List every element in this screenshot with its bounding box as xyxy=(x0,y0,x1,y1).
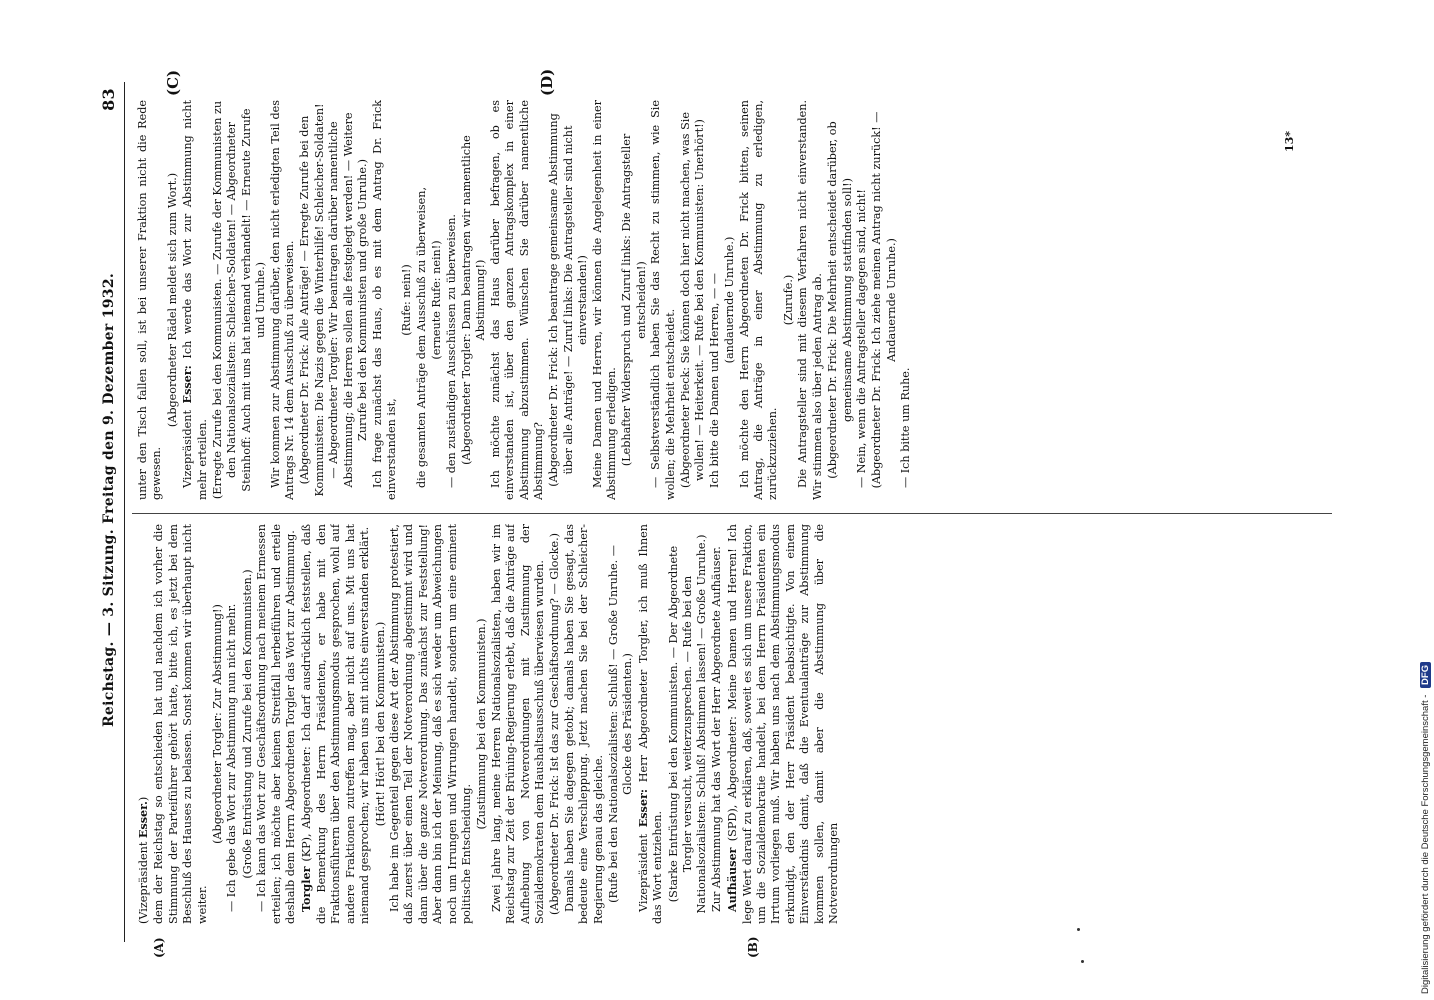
paragraph: — Nein, wenn die Antragsteller dagegen sind, nicht! xyxy=(854,189,868,488)
interjection: (erneute Rufe: nein!) xyxy=(430,240,444,360)
interjection: (Starke Entrüstung bei den Kommunisten. — Der Abgeordnete Torgler versucht, weiterzusprechen. — Rufe bei den Nationalsozialisten: Schluß! Abstimmen lassen! — Große Unruhe.) xyxy=(666,534,709,914)
interjection: (Erregte Zurufe bei den Kommunisten. — Zurufe der Kommunisten zu den Nationalsozialisten: Schleicher-Soldaten! — Abgeordneter Steinhoff: Auch mit uns hat niemand verhandelt! — Erneute Zurufe und Unruhe.) xyxy=(211,100,268,500)
interjection: (Rufe bei den Nationalsozialisten: Schluß! — Große Unruhe. — Glocke des Präsidenten.) xyxy=(607,545,635,903)
paragraph: Torgler (KP), Abgeordneter: Ich darf ausdrücklich feststellen, daß die Bemerkung des Herrn Präsidenten, er habe mit den Fraktionsführern über den Abstimmungsmodus gesprochen, wohl auf andere Fraktionen zutreffen mag, aber nicht auf uns. Mit uns hat niemand gesprochen; wir haben uns mit nichts einverstanden erklärt. xyxy=(299,524,372,924)
interjection: (Rufe: nein!) xyxy=(400,264,414,336)
paragraph: Ich möchte zunächst das Haus darüber befragen, ob es einverstanden ist, über den ganzen Antragskomplex in einer Abstimmung abzustimmen. Wünschen Sie darüber namentliche Abstimmung? xyxy=(488,100,545,500)
interjection: (Abgeordneter Dr. Frick: Ich beantrage gemeinsame Abstimmung über alle Anträge! — Zuruf links: Die Antragsteller sind nicht einverstanden!) xyxy=(547,113,590,487)
dfg-logo: DFG xyxy=(1420,662,1431,688)
paragraph: Zwei Jahre lang, meine Herren Nationalsozialisten, haben wir im Reichstag zur Zeit der Brüning-Regierung erlebt, daß die Anträge auf Aufhebung von Notverordnungen mit Zustimmung der Sozialdemokraten dem Haushaltsausschuß überwiesen wurden. xyxy=(489,524,546,924)
scan-speck xyxy=(1081,960,1084,963)
left-column xyxy=(136,524,1331,924)
paragraph: Ich bitte die Damen und Herren, — — xyxy=(707,273,721,488)
right-column xyxy=(136,100,1331,500)
interjection: (Abgeordneter Pieck: Sie können doch hier nicht machen, was Sie wollen! — Heiterkeit. — Rufe bei den Kommunisten: Unerhört!) xyxy=(679,112,707,488)
paragraph: Damals haben Sie dagegen getobt; damals haben Sie gesagt, das bedeute eine Verschleppung. Jetzt machen Sie bei der Schleicher-Regierung genau das gleiche. xyxy=(562,524,605,924)
interjection: (Hört! Hört! bei den Kommunisten.) xyxy=(373,621,387,827)
digitization-note: Digitalisierung gefördert durch die Deutsche Forschungsgemeinschaft - xyxy=(1420,694,1431,994)
paragraph: Aufhäuser (SPD), Abgeordneter: Meine Damen und Herren! Ich lege Wert darauf zu erklären, daß, soweit es sich um unsere Fraktion, um die Sozialdemokratie handelt, bei dem Herrn Präsidenten ein Irrtum vorliegen muß. Wir haben uns nach dem Abstimmungsmodus erkundigt, den der Herr Präsident beabsichtigte. Von einem Einverständnis damit, daß die Eventualanträge zur Abstimmung kommen sollen, damit aber die Abstimmung über die Notverordnungen xyxy=(725,524,841,924)
margin-letter-a: (A) xyxy=(152,937,166,958)
paragraph: die gesamten Anträge dem Ausschuß zu überweisen, xyxy=(414,186,428,488)
interjection: (andauernde Unruhe.) xyxy=(723,236,737,364)
paragraph: Vizepräsident Esser: Herr Abgeordneter Torgler, ich muß Ihnen das Wort entziehen. xyxy=(635,524,665,924)
interjection: (Große Entrüstung und Zurufe bei den Kommunisten.) xyxy=(240,569,254,879)
paragraph: (Vizepräsident Esser.) xyxy=(136,796,150,924)
column-divider xyxy=(132,513,1332,514)
paragraph: — Selbstverständlich haben Sie das Recht zu stimmen, wie Sie wollen; die Mehrheit entscheidet. xyxy=(649,100,677,500)
rotated-page-content xyxy=(98,68,1343,958)
paragraph: Ich möchte den Herrn Abgeordneten Dr. Frick bitten, seinen Antrag, die Anträge in einer Abstimmung zu erledigen, zurückzuziehen. xyxy=(737,100,780,500)
running-head: Reichstag. — 3. Sitzung. Freitag den 9. Dezember 1932. xyxy=(101,272,117,727)
page-number: 83 xyxy=(99,88,118,111)
paragraph: Die Antragsteller sind mit diesem Verfahren nicht einverstanden. Wir stimmen also über jeden Antrag ab. xyxy=(796,100,824,500)
paragraph: Ich habe im Gegenteil gegen diese Art der Abstimmung protestiert, daß zuerst über einen Teil der Notverordnung abgestimmt wird und dann über die ganze Notverordnung. Das zunächst zur Feststellung! Aber dann bin ich der Meinung, daß es sich weder um Abweichungen noch um Irrungen und Wirrungen handelt, sondern um eine eminent politische Entscheidung. xyxy=(387,524,473,924)
margin-letter-c: (C) xyxy=(164,69,182,96)
margin-letter-b: (B) xyxy=(746,936,760,958)
paragraph: dem der Reichstag so entschieden hat und nachdem ich vorher die Stimmung der Parteiführer gehört hatte, bitte ich, es jetzt bei dem Beschluß des Hauses zu belassen. Sonst kommen wir überhaupt nicht weiter. xyxy=(152,524,209,924)
interjection: (Abgeordneter Rädel meldet sich zum Wort.) xyxy=(165,172,179,428)
paragraph: Zur Abstimmung hat das Wort der Herr Abgeordnete Aufhäuser. xyxy=(709,546,723,912)
paragraph: unter den Tisch fallen soll, ist bei unserer Fraktion nicht die Rede gewesen. xyxy=(136,100,164,500)
interjection: (Abgeordneter Dr. Frick: Ich ziehe meinen Antrag nicht zurück! — Andauernde Unruhe.) xyxy=(870,111,898,489)
paragraph: — Ich kann das Wort zur Geschäftsordnung nach meinem Ermessen erteilen; ich möchte aber keinen Streitfall herbeiführen und erteile deshalb dem Herrn Abgeordneten Torgler das Wort zur Abstimmung. xyxy=(255,524,298,924)
paragraph: Ich frage zunächst das Haus, ob es mit dem Antrag Dr. Frick einverstanden ist, xyxy=(370,100,398,500)
signature-mark: 13* xyxy=(1283,130,1296,152)
interjection: (Zurufe.) xyxy=(781,274,795,326)
paragraph: Vizepräsident Esser: Ich werde das Wort zur Abstimmung nicht mehr erteilen. xyxy=(180,100,209,500)
margin-letter-d: (D) xyxy=(538,68,556,96)
interjection: (Abgeordneter Torgler: Zur Abstimmung!) xyxy=(211,604,225,844)
interjection: (Lebhafter Widerspruch und Zuruf links: Die Antragsteller entscheiden!) xyxy=(620,133,648,467)
scan-speck xyxy=(1077,928,1080,931)
paragraph: — den zuständigen Ausschüssen zu überweisen. xyxy=(444,214,458,488)
interjection: (Abgeordneter Torgler: Dann beantragen wir namentliche Abstimmung!) xyxy=(459,135,488,465)
paragraph: Meine Damen und Herren, wir können die Angelegenheit in einer Abstimmung erledigen. xyxy=(590,100,618,500)
digitization-stamp xyxy=(1420,14,1434,994)
interjection: (Abgeordneter Dr. Frick: Alle Anträge! — Erregte Zurufe bei den Kommunisten: Die Nazis gegen die Winterhilfe! Schleicher-Soldaten! — Abgeordneter Torgler: Wir beantragen darüber namentliche Abstimmung; die Herren sollen alle festgelegt werden! — Weitere Zurufe bei den Kommunisten und große Unruhe.) xyxy=(298,103,370,497)
interjection: (Abgeordneter Dr. Frick: Die Mehrheit entscheidet darüber, ob gemeinsame Abstimmung stattfinden soll!) xyxy=(826,121,854,479)
paragraph: — Ich bitte um Ruhe. xyxy=(899,367,913,488)
paragraph: — Ich gebe das Wort zur Abstimmung nun nicht mehr. xyxy=(225,603,239,912)
paragraph: Wir kommen zur Abstimmung darüber, den nicht erledigten Teil des Antrags Nr. 14 dem Ausschuß zu überweisen. xyxy=(268,100,297,500)
interjection: (Abgeordneter Dr. Frick: Ist das zur Geschäftsordnung? — Glocke.) xyxy=(548,532,562,916)
page-header xyxy=(98,82,125,942)
interjection: (Zustimmung bei den Kommunisten.) xyxy=(475,618,489,830)
